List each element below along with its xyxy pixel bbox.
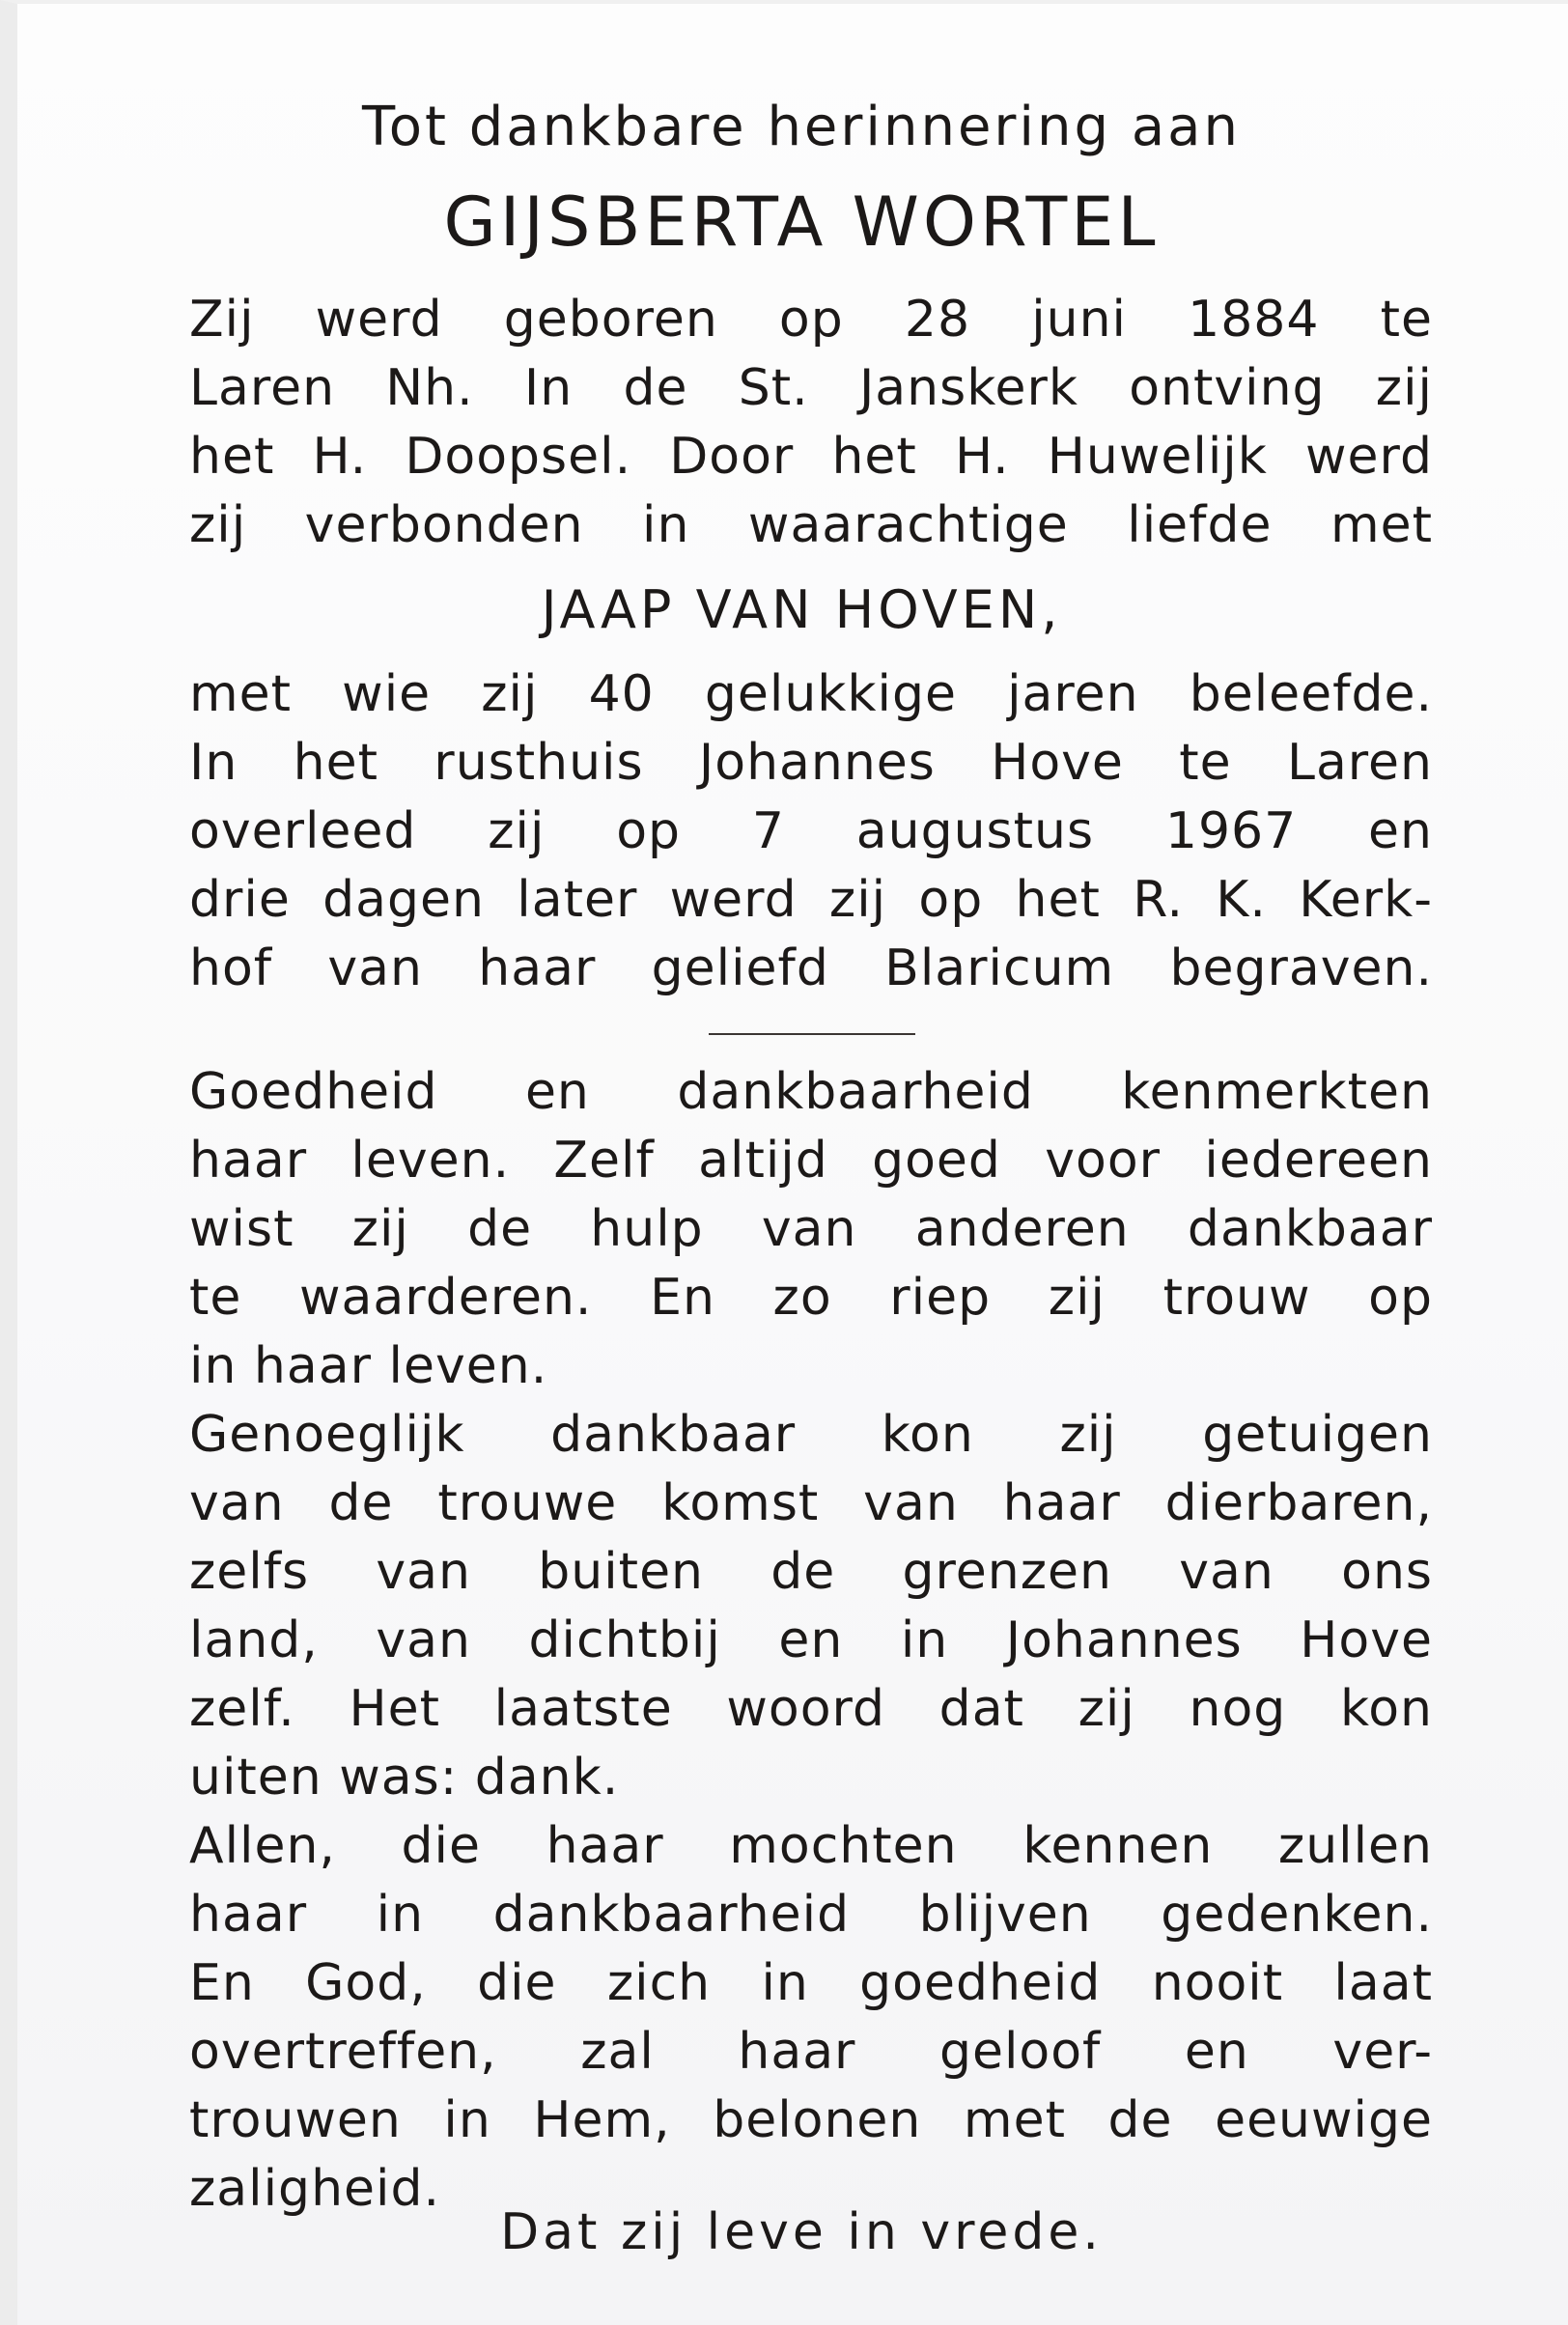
tribute-line: van de trouwe komst van haar dierbaren,: [189, 1474, 1433, 1532]
tribute-line: haar in dankbaarheid blijven gedenken.: [189, 1886, 1433, 1944]
tribute-line: En God, die zich in goedheid nooit laat: [189, 1954, 1433, 2012]
tribute-line: te waarderen. En zo riep zij trouw op: [189, 1269, 1433, 1327]
biography-line: overleed zij op 7 augustus 1967 en: [189, 802, 1433, 860]
intro-line: zij verbonden in waarachtige liefde met: [189, 496, 1433, 554]
tribute-line: Allen, die haar mochten kennen zullen: [189, 1817, 1433, 1875]
biography-paragraph: [189, 660, 1433, 1003]
tribute-line: uiten was: dank.: [189, 1749, 620, 1807]
deceased-name: GIJSBERTA WORTEL: [443, 182, 1160, 262]
intro-line: Zij werd geboren op 28 juni 1884 te: [189, 291, 1433, 349]
card-heading: Tot dankbare herinnering aan: [362, 96, 1241, 158]
biography-line: met wie zij 40 gelukkige jaren beleefde.: [189, 665, 1433, 723]
biography-line: In het rusthuis Johannes Hove te Laren: [189, 734, 1433, 792]
closing-line: Dat zij leve in vrede.: [500, 2203, 1103, 2261]
tribute-line: zelf. Het laatste woord dat zij nog kon: [189, 1680, 1433, 1738]
tribute-paragraph: [189, 1058, 1433, 2224]
tribute-line: zelfs van buiten de grenzen van ons: [189, 1543, 1433, 1601]
biography-line: drie dagen later werd zij op het R. K. Kerk-: [189, 871, 1433, 929]
tribute-line: haar leven. Zelf altijd goed voor iedereen: [189, 1132, 1433, 1190]
biography-line: hof van haar geliefd Blaricum begraven.: [189, 939, 1433, 997]
tribute-line: trouwen in Hem, belonen met de eeuwige: [189, 2091, 1433, 2149]
intro-paragraph: [189, 286, 1433, 560]
intro-line: Laren Nh. In de St. Janskerk ontving zij: [189, 359, 1433, 417]
tribute-line: wist zij de hulp van anderen dankbaar: [189, 1200, 1433, 1258]
section-divider: [709, 1033, 915, 1035]
tribute-line: in haar leven.: [189, 1337, 548, 1395]
tribute-line: Goedheid en dankbaarheid kenmerkten: [189, 1063, 1433, 1121]
tribute-line: Genoeglijk dankbaar kon zij getuigen: [189, 1406, 1433, 1464]
tribute-line: overtreffen, zal haar geloof en ver-: [189, 2023, 1433, 2081]
spouse-name: JAAP VAN HOVEN,: [541, 579, 1062, 640]
intro-line: het H. Doopsel. Door het H. Huwelijk werd: [189, 428, 1433, 486]
tribute-line: land, van dichtbij en in Johannes Hove: [189, 1611, 1433, 1669]
tribute-line: zaligheid.: [189, 2160, 440, 2218]
